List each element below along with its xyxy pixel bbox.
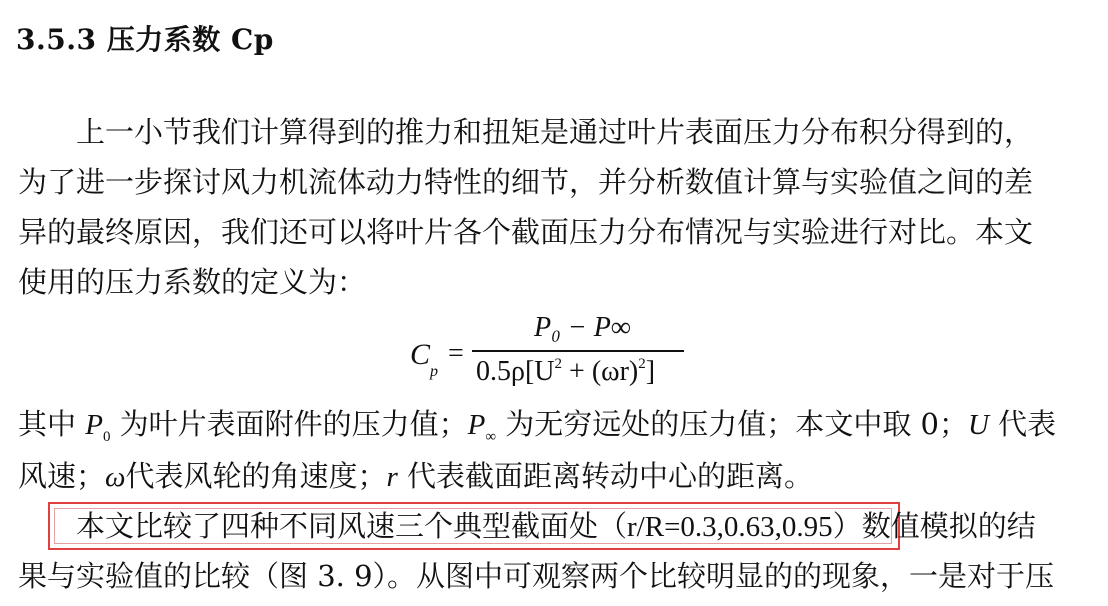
paragraph-1-line-2: 为了进一步探讨风力机流体动力特性的细节，并分析数值计算与实验值之间的差: [18, 165, 1034, 199]
paragraph-2-line-1: [18, 407, 1057, 445]
denominator-part-a: 0.5ρ[U: [476, 356, 555, 387]
formula-denominator: [476, 356, 655, 388]
fraction-bar: [472, 350, 684, 352]
paragraph-1-line-3: 异的最终原因，我们还可以将叶片各个截面压力分布情况与实验进行对比。本文: [18, 215, 1034, 249]
p2-l2-text-a: 风速；: [18, 459, 106, 493]
paragraph-2-line-2: [18, 459, 814, 493]
pressure-coefficient-formula: [404, 312, 704, 392]
symbol-r: r: [386, 461, 398, 493]
paragraph-3-line-2: 果与实验值的比较（图 3. 9）。从图中可观察两个比较明显的的现象，一是对于压: [18, 559, 1055, 593]
symbol-u: U: [967, 409, 989, 441]
symbol-pinf-subscript: ∞: [485, 429, 497, 445]
formula-lhs-symbol: C: [410, 338, 431, 371]
paragraph-3-line-1-rest: 数值模拟的结: [861, 509, 1036, 543]
formula-numerator: P₀ − P∞: [534, 312, 631, 343]
highlighted-ratio-values: r/R=0.3,0.63,0.95: [627, 511, 833, 543]
p2-l2-text-c: 代表截面距离转动中心的距离。: [397, 459, 814, 493]
paragraph-3-line-1: [76, 509, 1036, 543]
highlighted-text-c: ）: [832, 509, 862, 543]
section-heading: 3.5.3 压力系数 Cp: [16, 23, 274, 56]
p2-text-c: 为无穷远处的压力值；本文中取 0；: [496, 407, 968, 441]
p2-text-b: 为叶片表面附件的压力值；: [110, 407, 468, 441]
highlighted-text-a: 本文比较了四种不同风速三个典型截面处（: [76, 509, 628, 543]
formula-lhs: [410, 338, 439, 380]
symbol-p0-subscript: 0: [102, 429, 111, 445]
formula-lhs-subscript: p: [430, 363, 439, 380]
p2-l2-text-b: 代表风轮的角速度；: [125, 459, 387, 493]
formula-equals: =: [448, 338, 464, 369]
paragraph-1-line-1: 上一小节我们计算得到的推力和扭矩是通过叶片表面压力分布积分得到的，: [76, 115, 1034, 149]
symbol-omega: ω: [105, 461, 126, 493]
denominator-superscript-2: 2: [638, 356, 646, 372]
p2-text-d: 代表: [988, 407, 1057, 441]
paragraph-1-line-4: 使用的压力系数的定义为：: [18, 265, 367, 299]
denominator-part-c: ]: [645, 356, 656, 387]
symbol-pinf: P: [467, 409, 486, 441]
denominator-part-b: + (ωr): [562, 356, 639, 387]
denominator-superscript-1: 2: [554, 356, 563, 372]
symbol-p0: P: [85, 409, 103, 441]
p2-text-a: 其中: [18, 407, 86, 441]
